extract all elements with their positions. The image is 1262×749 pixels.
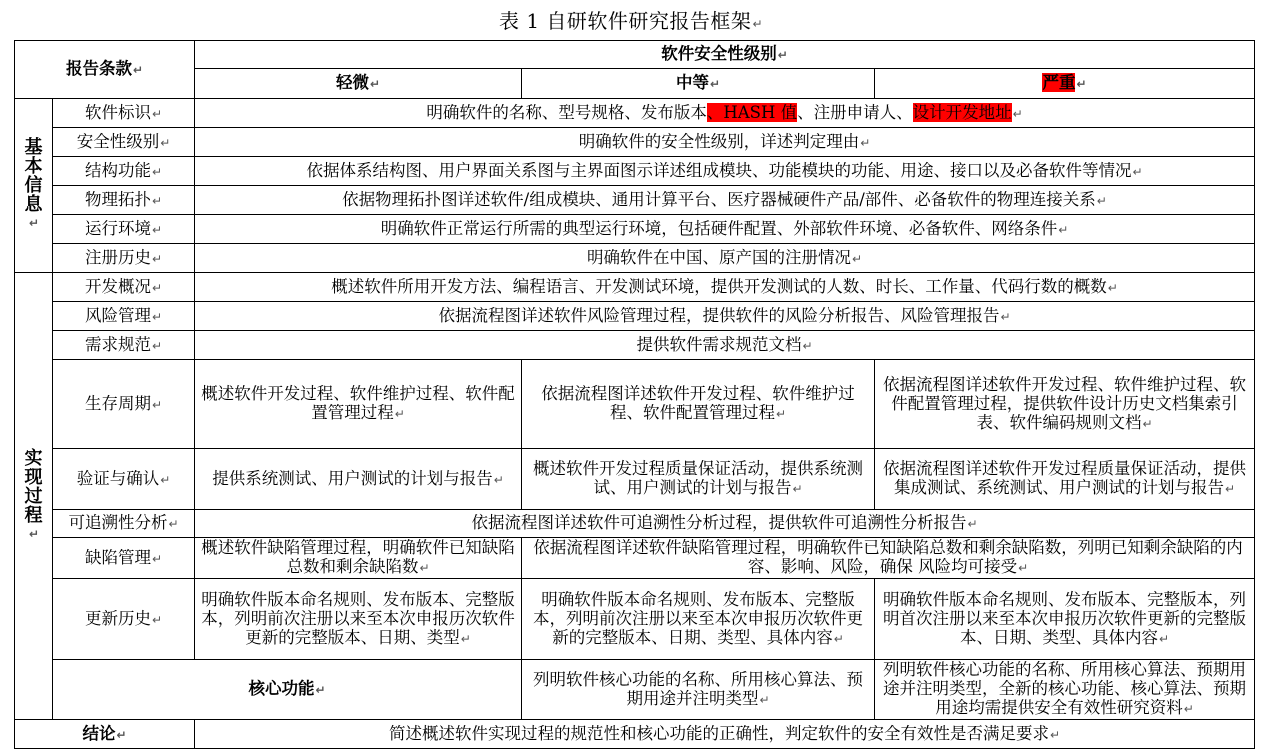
paragraph-mark-icon: ↵: [151, 193, 163, 208]
row-content-safety-level: 明确软件的安全性级别，详述判定理由↵: [195, 128, 1255, 157]
row-content-verification-minor: 提供系统测试、用户测试的计划与报告↵: [195, 449, 522, 510]
paragraph-mark-icon: ↵: [151, 106, 163, 121]
group-char: 信: [24, 175, 43, 196]
table-row: [15, 99, 1255, 128]
paragraph-mark-icon: ↵: [802, 338, 813, 353]
row-content-lifecycle-minor: 概述软件开发过程、软件维护过程、软件配置管理过程↵: [195, 360, 522, 449]
header-clause: 报告条款: [65, 59, 132, 78]
paragraph-mark-icon: ↵: [1012, 106, 1023, 121]
row-label-core: 核心功能↵: [53, 660, 522, 720]
table-row: [15, 331, 1255, 360]
row-label-structure: 结构功能↵: [53, 157, 195, 186]
header-row-2: [15, 69, 1255, 99]
table-row: [15, 157, 1255, 186]
paragraph-mark-icon: ↵: [1224, 482, 1236, 496]
row-content-environment: 明确软件正常运行所需的典型运行环境，包括硬件配置、外部软件环境、必备软件、网络条件↵: [195, 215, 1255, 244]
row-content-lifecycle-severe: 依据流程图详述软件开发过程、软件维护过程、软件配置管理过程，提供软件设计历史文档集索引表、软件编码规则文档↵: [875, 360, 1255, 449]
paragraph-mark-icon: ↵: [160, 135, 171, 150]
paragraph-mark-icon: ↵: [759, 692, 770, 707]
report-framework-table: [14, 40, 1255, 749]
paragraph-mark-icon: ↵: [851, 251, 863, 266]
paragraph-mark-icon: ↵: [28, 526, 40, 541]
paragraph-mark-icon: ↵: [419, 561, 430, 575]
table-row: [15, 302, 1255, 331]
paragraph-mark-icon: ↵: [1018, 561, 1029, 575]
row-content-defects-minor: 概述软件缺陷管理过程，明确软件已知缺陷总数和剩余缺陷数↵: [195, 538, 522, 579]
row-content-requirements: 提供软件需求规范文档↵: [195, 331, 1255, 360]
row-label-registration: 注册历史↵: [53, 244, 195, 273]
paragraph-mark-icon: ↵: [151, 397, 163, 412]
row-label-updates: 更新历史↵: [53, 579, 195, 660]
header-row-1: [15, 41, 1255, 69]
paragraph-mark-icon: ↵: [833, 631, 844, 646]
paragraph-mark-icon: ↵: [1183, 702, 1194, 716]
caption-text: 表 1 自研软件研究报告框架: [498, 9, 752, 33]
header-minor-cell: [195, 69, 522, 99]
paragraph-mark-icon: ↵: [394, 407, 405, 421]
paragraph-mark-icon: ↵: [860, 135, 871, 150]
group-char: 实: [24, 447, 43, 469]
paragraph-mark-icon: ↵: [1158, 631, 1170, 646]
paragraph-mark-icon: ↵: [151, 280, 163, 295]
paragraph-mark-icon: ↵: [1049, 727, 1061, 742]
paragraph-mark-icon: ↵: [460, 631, 471, 646]
row-label-lifecycle: 生存周期↵: [53, 360, 195, 449]
header-minor: 轻微: [335, 73, 369, 92]
row-label-verification: 验证与确认↵: [53, 449, 195, 510]
group-basic-info: [15, 99, 53, 273]
paragraph-mark-icon: ↵: [369, 77, 381, 91]
paragraph-mark-icon: ↵: [1000, 309, 1011, 324]
paragraph-mark-icon: ↵: [1142, 416, 1153, 431]
table-row: [15, 720, 1255, 749]
group-char: 过: [24, 485, 43, 507]
paragraph-mark-icon: ↵: [315, 683, 326, 697]
row-label-dev-overview: 开发概况↵: [53, 273, 195, 302]
table-row: [15, 660, 1255, 720]
header-moderate: 中等: [675, 73, 709, 92]
row-content-risk: 依据流程图详述软件风险管理过程，提供软件的风险分析报告、风险管理报告↵: [195, 302, 1255, 331]
row-content-verification-moderate: 概述软件开发过程质量保证活动，提供系统测试、用户测试的计划与报告↵: [522, 449, 875, 510]
table-row: [15, 273, 1255, 302]
paragraph-mark-icon: ↵: [151, 222, 163, 237]
paragraph-mark-icon: ↵: [1058, 222, 1069, 237]
row-label-traceability: 可追溯性分析↵: [53, 510, 195, 538]
paragraph-mark-icon: ↵: [1096, 193, 1107, 208]
row-label-topology: 物理拓扑↵: [53, 186, 195, 215]
header-severe: 严重: [1042, 73, 1076, 92]
paragraph-mark-icon: ↵: [160, 472, 171, 487]
table-row: [15, 215, 1255, 244]
row-content-core-minor: 列明软件核心功能的名称、所用核心算法、预期用途并注明类型↵: [522, 660, 875, 720]
group-implementation: [15, 273, 53, 720]
header-severe-cell: [875, 69, 1255, 99]
row-content-dev-overview: 概述软件所用开发方法、编程语言、开发测试环境，提供开发测试的人数、时长、工作量、代码行数的概数↵: [195, 273, 1255, 302]
paragraph-mark-icon: ↵: [777, 48, 788, 62]
table-row: [15, 579, 1255, 660]
paragraph-mark-icon: ↵: [151, 338, 163, 353]
highlight-design-address: 设计开发地址: [912, 102, 1012, 122]
paragraph-mark-icon: ↵: [151, 612, 163, 627]
paragraph-mark-icon: ↵: [493, 472, 504, 487]
paragraph-mark-icon: ↵: [132, 63, 144, 77]
paragraph-mark-icon: ↵: [151, 551, 163, 566]
paragraph-mark-icon: ↵: [1107, 280, 1118, 295]
group-char: 息 ↵: [18, 195, 49, 233]
row-content-structure: 依据体系结构图、用户界面关系图与主界面图示详述组成模块、功能模块的功能、用途、接口以及必备软件等情况↵: [195, 157, 1255, 186]
table-row: [15, 538, 1255, 579]
row-label-requirements: 需求规范↵: [53, 331, 195, 360]
paragraph-mark-icon: ↵: [151, 251, 163, 266]
paragraph-mark-icon: ↵: [151, 164, 163, 179]
table-row: [15, 186, 1255, 215]
paragraph-mark-icon: ↵: [709, 77, 721, 91]
header-clause-cell: [15, 41, 195, 99]
group-char: 现: [24, 466, 43, 488]
row-label-defects: 缺陷管理↵: [53, 538, 195, 579]
paragraph-mark-icon: ↵: [116, 727, 127, 742]
header-safety-level-cell: [195, 41, 1255, 69]
paragraph-mark-icon: ↵: [1076, 77, 1087, 91]
table-row: [15, 128, 1255, 157]
row-content-verification-severe: 依据流程图详述软件开发过程质量保证活动，提供集成测试、系统测试、用户测试的计划与报告↵: [875, 449, 1255, 510]
row-content-updates-minor: 明确软件版本命名规则、发布版本、完整版本，列明前次注册以来至本次申报历次软件更新的完整版本、日期、类型↵: [195, 579, 522, 660]
table-row: [15, 244, 1255, 273]
group-char: 基: [24, 137, 43, 158]
row-content-software-id: 明确软件的名称、型号规格、发布版本、HASH 值、注册申请人、设计开发地址↵: [195, 99, 1255, 128]
row-content-traceability: 依据流程图详述软件可追溯性分析过程，提供软件可追溯性分析报告↵: [195, 510, 1255, 538]
paragraph-mark-icon: ↵: [168, 517, 179, 531]
paragraph-mark-icon: ↵: [775, 407, 787, 421]
row-label-safety-level: 安全性级别↵: [53, 128, 195, 157]
paragraph-mark-icon: ↵: [1132, 164, 1143, 179]
paragraph-mark-icon: ↵: [752, 17, 763, 31]
table-row: [15, 510, 1255, 538]
paragraph-mark-icon: ↵: [967, 517, 978, 531]
header-safety-level: 软件安全性级别: [661, 44, 777, 63]
table-caption: [0, 8, 1262, 37]
row-content-registration: 明确软件在中国、原产国的注册情况↵: [195, 244, 1255, 273]
paragraph-mark-icon: ↵: [792, 482, 803, 496]
row-content-defects-moderate-severe: 依据流程图详述软件缺陷管理过程，明确软件已知缺陷总数和剩余缺陷数，列明已知剩余缺陷的内容、影响、风险，确保 风险均可接受↵: [522, 538, 1255, 579]
table-row: [15, 449, 1255, 510]
row-content-topology: 依据物理拓扑图详述软件/组成模块、通用计算平台、医疗器械硬件产品/部件、必备软件的物理连接关系↵: [195, 186, 1255, 215]
paragraph-mark-icon: ↵: [151, 309, 163, 324]
row-content-updates-severe: 明确软件版本命名规则、发布版本、完整版本，列明首次注册以来至本次申报历次软件更新的完整版本、日期、类型、具体内容↵: [875, 579, 1255, 660]
row-content-lifecycle-moderate: 依据流程图详述软件开发过程、软件维护过程、软件配置管理过程↵: [522, 360, 875, 449]
row-content-updates-moderate: 明确软件版本命名规则、发布版本、完整版本，列明前次注册以来至本次申报历次软件更新的完整版本、日期、类型、具体内容↵: [522, 579, 875, 660]
row-label-risk: 风险管理↵: [53, 302, 195, 331]
row-content-core-moderate-severe: 列明软件核心功能的名称、所用核心算法、预期用途并注明类型，全新的核心功能、核心算法、预期用途均需提供安全有效性研究资料↵: [875, 660, 1255, 720]
header-moderate-cell: [522, 69, 875, 99]
row-label-environment: 运行环境↵: [53, 215, 195, 244]
group-char: 程 ↵: [18, 506, 49, 544]
row-label-conclusion: 结论↵: [15, 720, 195, 749]
group-char: 本: [24, 156, 43, 177]
paragraph-mark-icon: ↵: [28, 216, 40, 230]
highlight-hash: 、HASH 值: [706, 102, 798, 122]
row-content-conclusion: 简述概述软件实现过程的规范性和核心功能的正确性，判定软件的安全有效性是否满足要求↵: [195, 720, 1255, 749]
row-label-software-id: 软件标识↵: [53, 99, 195, 128]
table-row: [15, 360, 1255, 449]
